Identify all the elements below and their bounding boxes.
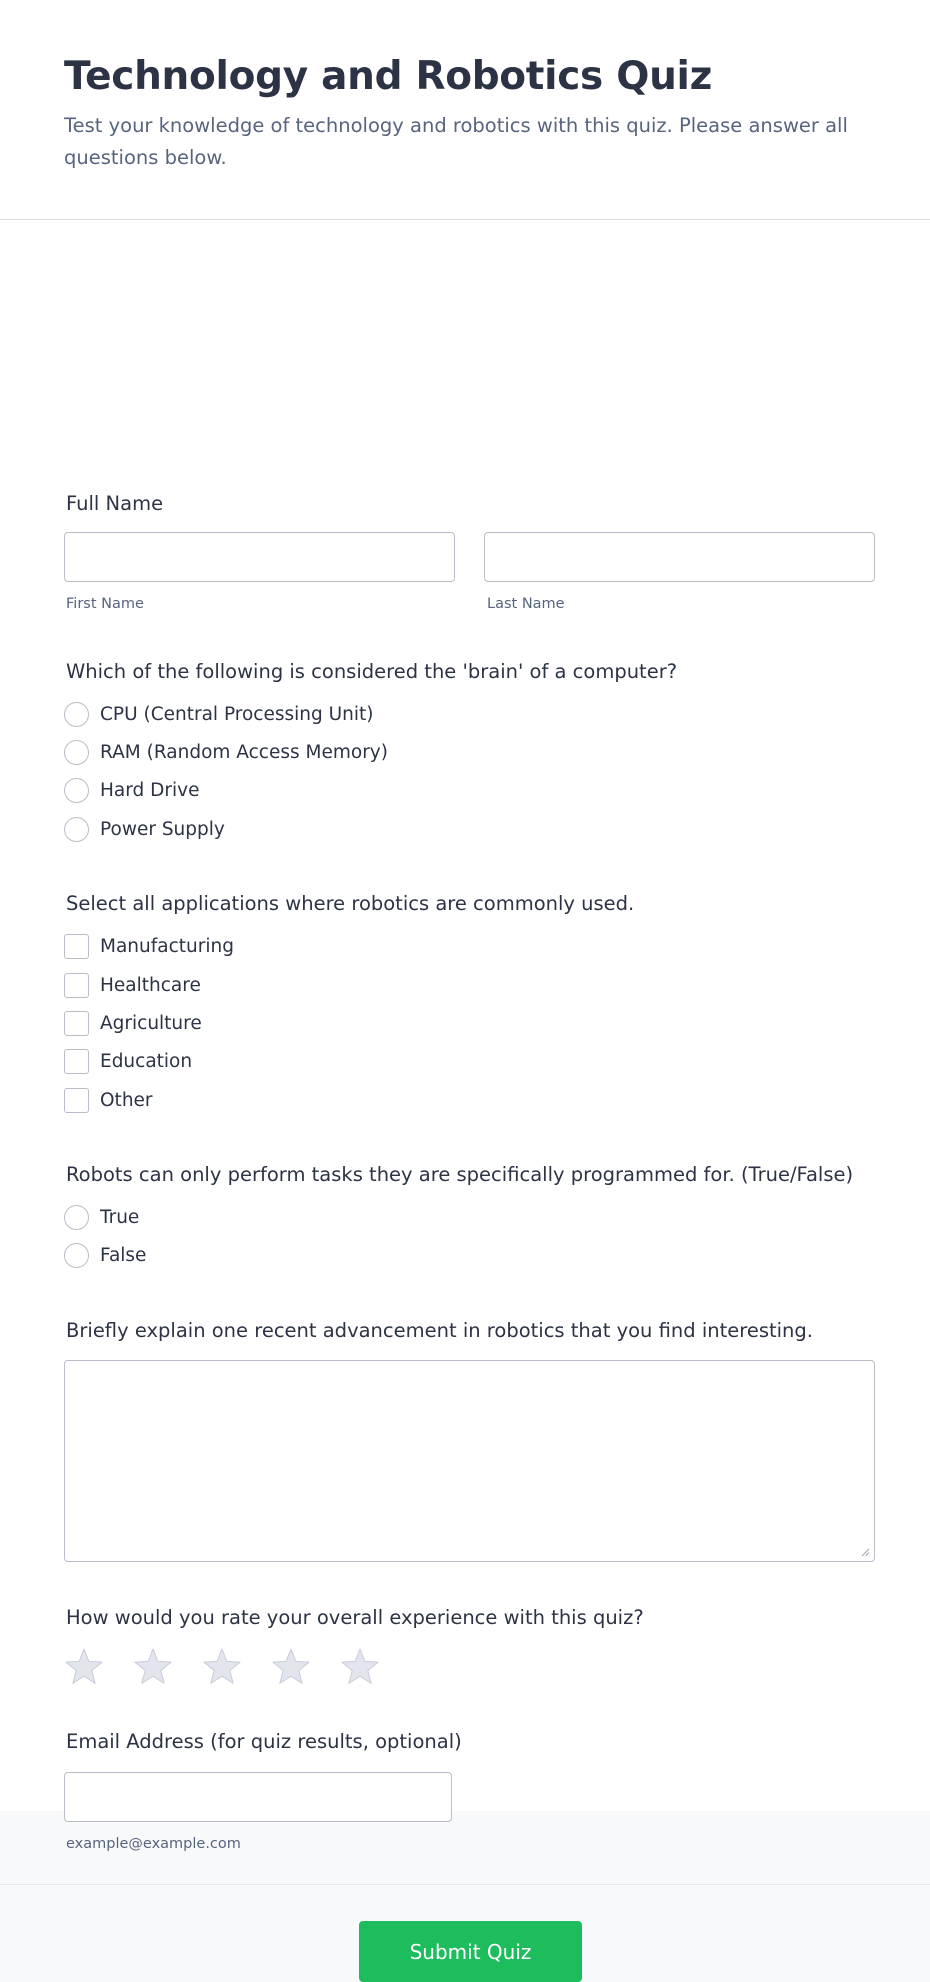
question-applications-label: Select all applications where robotics are commonly used. (66, 892, 635, 915)
application-option-other[interactable] (64, 1087, 153, 1113)
advancement-textarea[interactable] (64, 1360, 875, 1562)
brain-option-power-supply[interactable] (64, 816, 225, 842)
star-rating (64, 1647, 409, 1687)
brain-option-ram[interactable] (64, 739, 388, 765)
true-false-option-false[interactable] (64, 1242, 146, 1268)
application-option-manufacturing[interactable] (64, 933, 234, 959)
first-name-sublabel: First Name (66, 596, 144, 612)
radio-button[interactable] (64, 778, 89, 803)
page-title: Technology and Robotics Quiz (64, 54, 713, 99)
radio-button[interactable] (64, 1205, 89, 1230)
question-true-false-label: Robots can only perform tasks they are specifically programmed for. (True/False) (66, 1163, 854, 1186)
radio-button[interactable] (64, 817, 89, 842)
checkbox[interactable] (64, 973, 89, 998)
resize-grip-icon[interactable] (860, 1547, 870, 1557)
form-header (0, 0, 930, 220)
last-name-sublabel: Last Name (487, 596, 565, 612)
option-label: Manufacturing (100, 935, 234, 957)
checkbox[interactable] (64, 1049, 89, 1074)
submit-quiz-button[interactable]: Submit Quiz (359, 1921, 582, 1982)
email-sublabel: example@example.com (66, 1836, 241, 1852)
option-label: Agriculture (100, 1012, 202, 1034)
application-option-agriculture[interactable] (64, 1010, 202, 1036)
full-name-label: Full Name (66, 492, 164, 515)
checkbox[interactable] (64, 1088, 89, 1113)
star-4-icon[interactable] (271, 1647, 311, 1687)
radio-button[interactable] (64, 702, 89, 727)
page-subtitle: Test your knowledge of technology and robotics with this quiz. Please answer all questions below. (64, 114, 848, 169)
radio-button[interactable] (64, 1243, 89, 1268)
option-label: Healthcare (100, 974, 201, 996)
true-false-option-true[interactable] (64, 1204, 139, 1230)
option-label: False (100, 1244, 147, 1266)
email-label: Email Address (for quiz results, optional) (66, 1730, 462, 1753)
option-label: Education (100, 1050, 193, 1072)
star-5-icon[interactable] (340, 1647, 380, 1687)
star-2-icon[interactable] (133, 1647, 173, 1687)
radio-button[interactable] (64, 740, 89, 765)
star-1-icon[interactable] (64, 1647, 104, 1687)
brain-option-hard-drive[interactable] (64, 777, 199, 803)
option-label: Other (100, 1089, 153, 1111)
checkbox[interactable] (64, 1011, 89, 1036)
brain-option-cpu[interactable] (64, 701, 374, 727)
email-input[interactable] (64, 1772, 452, 1822)
last-name-input[interactable] (484, 532, 875, 582)
option-label: CPU (Central Processing Unit) (100, 703, 374, 725)
star-3-icon[interactable] (202, 1647, 242, 1687)
option-label: Hard Drive (100, 779, 200, 801)
option-label: Power Supply (100, 818, 225, 840)
footer-divider (0, 1884, 930, 1885)
option-label: True (100, 1206, 140, 1228)
rating-label: How would you rate your overall experience with this quiz? (66, 1606, 644, 1629)
question-brain-label: Which of the following is considered the 'brain' of a computer? (66, 660, 678, 683)
application-option-healthcare[interactable] (64, 972, 201, 998)
question-advancement-label: Briefly explain one recent advancement in robotics that you find interesting. (66, 1319, 813, 1342)
checkbox[interactable] (64, 934, 89, 959)
first-name-input[interactable] (64, 532, 455, 582)
option-label: RAM (Random Access Memory) (100, 741, 388, 763)
application-option-education[interactable] (64, 1048, 192, 1074)
